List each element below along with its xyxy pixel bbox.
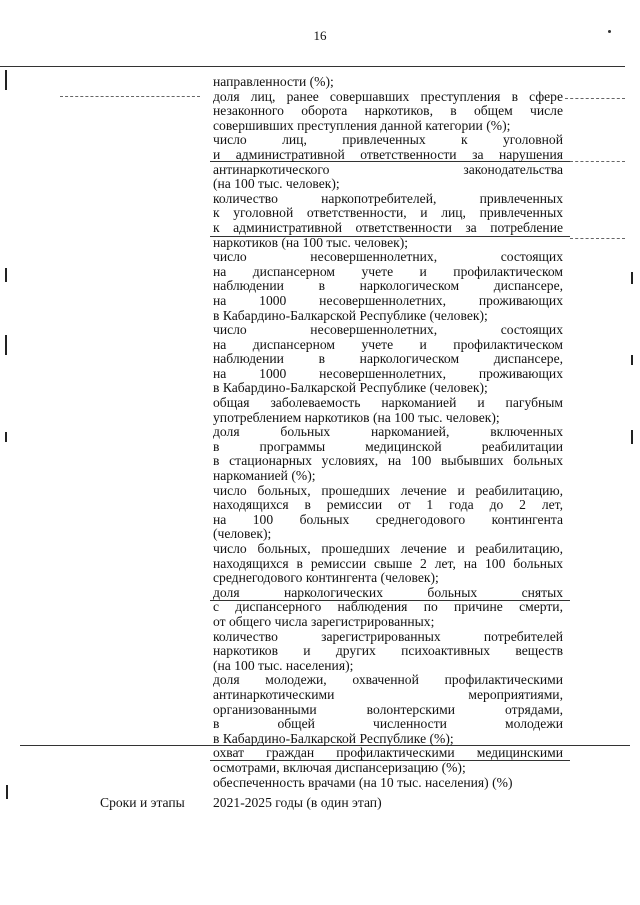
indicator-line: обеспеченность врачами (на 10 тыс. населения) (%) bbox=[213, 774, 513, 790]
terms-label: Сроки и этапы bbox=[100, 795, 185, 810]
indicator-line: наблюдении в наркологическом диспансере, bbox=[213, 351, 563, 367]
indicator-line: число больных, прошедших лечение и реабилитацию, bbox=[213, 541, 563, 556]
indicators-list bbox=[213, 75, 563, 790]
indicator-line: наркотиков и других психоактивных веществ bbox=[213, 643, 563, 659]
indicator-line: число лиц, привлеченных к уголовной bbox=[213, 132, 563, 148]
indicator-line: среднегодового контингента (человек); bbox=[213, 570, 439, 586]
terms-value: 2021-2025 годы (в один этап) bbox=[213, 795, 382, 810]
scan-rule-top bbox=[0, 66, 625, 67]
scan-mark-left-2 bbox=[5, 268, 7, 282]
scan-mark-right-1 bbox=[631, 272, 633, 284]
scan-mark-left-1 bbox=[5, 70, 7, 90]
indicator-line: к административной ответственности за потребление bbox=[213, 219, 563, 235]
indicator-line: число несовершеннолетних, состоящих bbox=[213, 322, 563, 338]
indicator-line: направленности (%); bbox=[213, 74, 334, 89]
indicator-line: от общего числа зарегистрированных; bbox=[213, 613, 435, 629]
indicator-line: наркоманией (%); bbox=[213, 468, 316, 484]
indicator-line: незаконного оборота наркотиков, в общем числе bbox=[213, 103, 563, 119]
indicator-line: количество наркопотребителей, привлеченных bbox=[213, 190, 563, 206]
indicator-line: (человек); bbox=[213, 526, 272, 542]
indicator-line: и административной ответственности за нарушения bbox=[213, 146, 563, 162]
indicator-line: в программы медицинской реабилитации bbox=[213, 438, 563, 454]
indicator-line: наблюдении в наркологическом диспансере, bbox=[213, 278, 563, 294]
scan-mark-left-5 bbox=[6, 785, 8, 799]
indicator-line: совершивших преступления данной категории (%); bbox=[213, 117, 511, 133]
indicator-line: на 1000 несовершеннолетних, проживающих bbox=[213, 292, 563, 308]
indicator-line: количество зарегистрированных потребителей bbox=[213, 628, 563, 644]
scan-mark-right-3 bbox=[631, 430, 633, 444]
indicator-line: число несовершеннолетних, состоящих bbox=[213, 249, 563, 265]
indicator-line: организованными волонтерскими отрядами, bbox=[213, 701, 563, 717]
indicator-line: с диспансерного наблюдения по причине смерти, bbox=[213, 599, 563, 615]
page-number: 16 bbox=[313, 28, 327, 43]
scan-dot bbox=[608, 30, 611, 33]
indicator-line: на 100 больных среднегодового контингента bbox=[213, 511, 563, 527]
indicator-line: доля молодежи, охваченной профилактическими bbox=[213, 672, 563, 688]
indicator-line: в стационарных условиях, на 100 выбывших больных bbox=[213, 453, 563, 469]
scan-rule-dash-2 bbox=[565, 98, 625, 99]
indicator-line: общая заболеваемость наркоманией и пагубным bbox=[213, 395, 563, 411]
scan-rule-dash-4 bbox=[570, 238, 625, 239]
scan-mark-left-3 bbox=[5, 335, 7, 355]
indicator-line: к уголовной ответственности, и лиц, привлеченных bbox=[213, 205, 563, 221]
indicator-line: антинаркотическими мероприятиями, bbox=[213, 686, 563, 702]
indicator-line: на диспансерном учете и профилактическом bbox=[213, 263, 563, 279]
indicator-line: в Кабардино-Балкарской Республике (человек); bbox=[213, 307, 488, 323]
indicator-line: находящихся в ремиссии свыше 2 лет, на 100 больных bbox=[213, 555, 563, 571]
indicator-line: в общей численности молодежи bbox=[213, 716, 563, 732]
indicator-line: число больных, прошедших лечение и реабилитацию, bbox=[213, 482, 563, 498]
indicator-line: доля лиц, ранее совершавших преступления в сфере bbox=[213, 88, 563, 104]
indicator-line: в Кабардино-Балкарской Республике (%); bbox=[213, 730, 454, 746]
scan-mark-right-2 bbox=[631, 355, 633, 365]
scan-mark-left-4 bbox=[5, 432, 7, 442]
indicator-line: в Кабардино-Балкарской Республике (человек); bbox=[213, 380, 488, 396]
indicator-line: (на 100 тыс. человек); bbox=[213, 176, 340, 192]
scan-rule-dash-3 bbox=[570, 161, 625, 162]
indicator-line: употреблением наркотиков (на 100 тыс. человек); bbox=[213, 409, 500, 425]
indicator-line: осмотрами, включая диспансеризацию (%); bbox=[213, 759, 466, 775]
indicator-line: доля наркологических больных снятых bbox=[213, 584, 563, 600]
indicator-line: находящихся в ремиссии от 1 года до 2 лет, bbox=[213, 497, 563, 513]
indicator-line: антинаркотического законодательства bbox=[213, 161, 563, 177]
indicator-line: наркотиков (на 100 тыс. человек); bbox=[213, 234, 409, 250]
indicator-line: доля больных наркоманией, включенных bbox=[213, 424, 563, 440]
indicator-line: на диспансерном учете и профилактическом bbox=[213, 336, 563, 352]
indicator-line: охват граждан профилактическими медицинскими bbox=[213, 745, 563, 761]
indicator-line: на 1000 несовершеннолетних, проживающих bbox=[213, 365, 563, 381]
scan-rule-dash-1 bbox=[60, 96, 200, 97]
indicator-line: (на 100 тыс. населения); bbox=[213, 657, 354, 673]
